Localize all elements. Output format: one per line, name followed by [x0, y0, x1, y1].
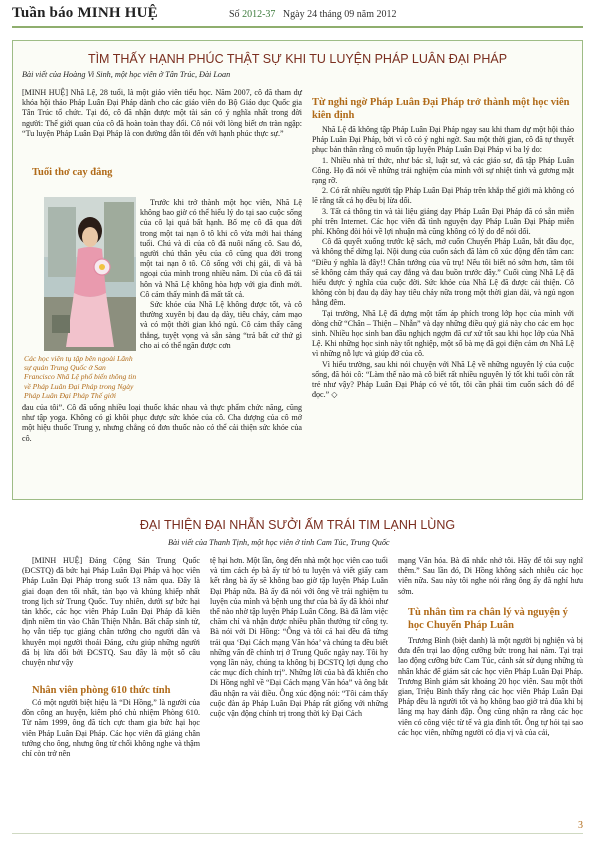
- paragraph-di-hong: Có một người biệt hiệu là “Di Hồng,” là người của đồn công an huyện, kiêm phó chủ nhiệm Phòng 610. Từ năm 1999, ông đã tích cực tham gia bức hại học viên Pháp Luân Đại Pháp. Các học viên đã giảng chân tướng cho ông, nhưng ông từ chối không nghe và thậm chí còn trở nên: [22, 698, 200, 759]
- paragraph-three-reasons: Nhã Lệ đã không tập Pháp Luân Đại Pháp ngay sau khi tham dự một hội thảo Pháp Luân Đại Pháp, bởi vì cô có ý nghi ngờ. Sau một thời gian, cô đã tự thuyết phục bản thân rằng cô muốn tập luyện Pháp Luân Đại Pháp vì ba lý do:: [312, 125, 574, 155]
- masthead-rule: [12, 26, 583, 28]
- reason-1: 1. Nhiều nhà trí thức, như bác sĩ, luật sư, và các giáo sư, đã tập Pháp Luân Công. Họ đã nói về những trải nghiệm của mình với sự nhiệt tình và gương mặt rạng rỡ.: [312, 155, 574, 186]
- article-2-column-1: [22, 556, 200, 668]
- paragraph-before-practice: Trước khi trở thành một học viên, Nhã Lệ không bao giờ có thể hiểu lý do tại sao cuộc sống của cô lại quá bất hạnh. Bố mẹ cô đã qua đời trong một tai nạn ô tô khi cô vừa mới hai tháng tuổi. Chú và dì của cô đã nuôi nấng cô. Sau đó, người chú thân yêu của cô cũng qua đời trong một tai nạn ô tô. Cô sống với chị gái, dì và bà ngoại của mình trong nhiều năm. Dì của cô đã tái hôn và Nhã Lệ không hòa hợp với gia đình mới. Cô cảm thấy mình đã mất tất cả.: [140, 198, 302, 299]
- article-2-intro: [MINH HUỆ] Đảng Cộng Sản Trung Quốc (ĐCSTQ) đã bức hại Pháp Luân Đại Pháp và học viên Pháp Luân Đại Pháp trong suốt 13 năm qua. Đây là giai đoạn đen tối nhất, tàn bạo và khủng khiếp nhất trong lịch sử Trung Quốc. Tuy nhiên, dưới sự bức hại tàn khốc, các học viên Pháp Luân Đại Pháp đã kiên định niềm tin vào Chân Thiện Nhẫn. Bất chấp sinh tử, họ vẫn tiếp tục giảng chân tướng cho người dân và khuyên mọi người thoái Đảng, cứu giúp những người đã bị lừa dối bởi ĐCSTQ. Sau đây là một số câu chuyện như vậy: [22, 556, 200, 668]
- photo-image: [44, 197, 136, 351]
- section-heading-doubt: Từ nghi ngờ Pháp Luân Đại Pháp trở thành một học viên kiên định: [312, 97, 570, 121]
- article-1-title: TÌM THẤY HẠNH PHÚC THẬT SỰ KHI TU LUYỆN PHÁP LUÂN ĐẠI PHÁP: [87, 52, 508, 66]
- masthead: [12, 4, 583, 26]
- article-2-column-2: [210, 556, 388, 719]
- reason-2: 2. Có rất nhiều người tập Pháp Luân Đại Pháp trên khắp thế giới mà không có lẽ rằng tất cả họ đều bị lừa dối.: [312, 186, 574, 206]
- paragraph-health-a: Sức khỏe của Nhã Lệ không được tốt, và cô thường xuyên bị đau dạ dày, tiêu chảy, cảm mạo và có một thời gian khó ngủ. Cô cảm thấy căng thẳng, tuyệt vọng và sẵn sàng “trả bất cứ thứ gì cho ai có thể ngăn được cơn: [140, 300, 302, 350]
- paragraph-reading: Cô đã quyết xuống trước kệ sách, mở cuốn Chuyển Pháp Luân, bắt đầu đọc, và không thể dừng lại. Nội dung của cuốn sách đã làm cô xúc động đến tâm can: “Điều ý nghĩa là đây!! Chân tướng của vũ trụ! Nếu tôi biết nó sớm hơn, tâm tôi sẽ không cảm thấy quá cay đắng và đau buồn trước đây.” Cuối cùng Nhã Lệ đã hiểu được ý nghĩa của cuộc đời. Sức khỏe của Nhã Lệ đã được cải thiện. Cô không còn bị đau dạ dày hay tiêu chảy nữa trong một thời gian dài, và ngủ ngon hằng đêm.: [312, 237, 574, 308]
- article-1-right-column: [312, 125, 574, 400]
- intro-paragraph: [MINH HUỆ] Nhã Lệ, 28 tuổi, là một giáo viên tiểu học. Năm 2007, cô đã tham dự khóa hội thảo Pháp Luân Đại Pháp dành cho các giáo viên do Bộ Giáo dục Quốc gia Tân Trúc tổ chức. Tại đó, cô đã nhận được một tài sản có ý nghĩa nhất trong đời người: Thế giới quan của cô đã hoàn toàn thay đổi. Cô nói với lòng biết ơn tràn ngập: “Tu luyện Pháp Luân Đại Pháp là con đường dẫn tôi đến với hạnh phúc thực sự.”: [22, 88, 302, 138]
- paragraph-school: Tại trường, Nhã Lệ đã dựng một tấm áp phích trong lớp học của mình với dòng chữ “Chân – Thiện – Nhẫn” và dạy những điều quý giá này cho các em học sinh. Nhiều học sinh ban đầu nghịch ngợm đã cư xử tốt sau khi học lớp của Nhã Lệ. Khi những học sinh này tốt nghiệp, một số bà mẹ đã gọi điện cảm ơn Nhã Lệ vì những nỗ lực và giúp đỡ của cô.: [312, 308, 574, 359]
- article-2-byline: Bài viết của Thanh Tịnh, một học viên ở tỉnh Cam Túc, Trung Quốc: [168, 538, 390, 547]
- article-1-beside-photo: [140, 198, 302, 351]
- article-2-column-1b: [22, 698, 200, 759]
- footer-rule: [12, 833, 583, 834]
- article-2-column-3: [398, 556, 583, 597]
- article-photo: [44, 197, 136, 351]
- section-heading-childhood: Tuổi thơ cay đắng: [32, 167, 113, 178]
- paragraph-elder-practitioner: tệ hại hơn. Một lần, ông đến nhà một học viên cao tuổi và tìm cách ép bà ấy từ bỏ tu luyện và viết giấy cam kết rằng bà ấy sẽ không bao giờ tập luyện Pháp Luân Đại Pháp nữa. Bà ấy đã nói với ông về trải nghiệm tu luyện của mình và bệnh ung thư của bà ấy đã khỏi như thế nào nhờ tập luyện Pháp Luân Công. Bà đã làm việc chăm chỉ và nhận được nhiều phần thưởng từ công ty. Bà nói với Di Hồng: “Ông và tôi cả hai đều đã từng trải qua ‘Đại Cách mạng Văn hóa’ và chúng ta đều biết những vấn đề chính trị ở Trung Quốc ngày nay. Tôi hy vọng lần này, chúng ta không bị ĐCSTQ lợi dụng cho các mục đích chính trị”. Những lời của bà đã khiến cho Di Hồng nghĩ về “Đại Cách mạng Văn hóa” và ông bắt đầu nhận ra vài điều. Ông xúc động nói: “Tôi cảm thấy cuộc đàn áp Pháp Luân Đại Pháp rất giống với những cuộc vận động chính trị trong thời kỳ Đại Cách: [210, 556, 388, 719]
- article-2-title: ĐẠI THIỆN ĐẠI NHẪN SƯỞI ẤM TRÁI TIM LẠNH LÙNG: [139, 518, 456, 532]
- photo-caption: Các học viên tụ tập bên ngoài Lãnh sự quán Trung Quốc ở San Francisco Nhã Lệ phổ biến thông tin về Pháp Luân Đại Pháp trong Ngày Pháp Luân Đại Pháp Thế giới: [24, 354, 137, 400]
- article-2-column-3b: [398, 636, 583, 738]
- article-1-byline: Bài viết của Hoàng Vi Sinh, một học viên ở Tân Trúc, Đài Loan: [22, 70, 231, 79]
- reason-3: 3. Tất cả thông tin và tài liệu giảng dạy Pháp Luân Đại Pháp đã có sẵn miễn phí trên Internet. Các học viên đã tình nguyện dạy Pháp Luân Đại Pháp miễn phí. Không đòi hỏi về lợi nhuận mà cũng không có lý do để nói dối.: [312, 206, 574, 237]
- publication-brand: Tuần báo MINH HUỆ: [12, 5, 158, 21]
- page-number: 3: [578, 820, 583, 831]
- issue-info: [229, 9, 397, 20]
- article-1-intro: [22, 88, 302, 139]
- paragraph-health-b: đau của tôi”. Cô đã uống nhiều loại thuốc khác nhau và thực phẩm chức năng, cũng như tập yoga. Không có gì khôi phục được sức khỏe của cô. Cha dượng của cô mở một hiệu thuốc Trung y, nhưng chẳng có đơn thuốc nào có thể cải thiện sức khỏe của cô.: [22, 403, 302, 443]
- issue-date: Ngày 24 tháng 09 năm 2012: [282, 9, 397, 20]
- article-1-left-bottom: [22, 403, 302, 444]
- paragraph-principal: Vì hiểu trường, sau khi nói chuyện với Nhã Lệ về những nguyên lý của cuộc sống, đã hỏi cô: “Làm thế nào mà cô biết rất nhiều nguyên lý tốt khi tuổi còn rất trẻ như vậy? Pháp Luân Đại Pháp có vẻ tốt, tôi cần phải tìm cuốn sách đó để đọc.” ◇: [312, 359, 574, 400]
- issue-number: 2012-37: [242, 9, 276, 20]
- issue-prefix: Số: [229, 9, 240, 20]
- paragraph-di-hong-end: mạng Văn hóa. Bà đã nhắc nhở tôi. Hãy để tôi suy nghĩ thêm.” Sau lần đó, Di Hồng không sách nhiễu các học viên nữa. Sau này tôi nghe nói rằng ông ấy đã nghỉ hưu sớm.: [398, 556, 583, 596]
- section-heading-prisoner: Tù nhân tìm ra chân lý và nguyện ý học Chuyển Pháp Luân: [408, 607, 568, 631]
- section-heading-610: Nhân viên phòng 610 thức tỉnh: [32, 685, 171, 696]
- paragraph-truong-binh: Trương Bình (biệt danh) là một người bị nghiện và bị đưa đến trại lao động cưỡng bức trong hai năm. Tại trại lao động cưỡng bức Cam Túc, cảnh sát sử dụng những tù nhân khác để giám sát các học viên Pháp Luân Đại Pháp. Trương Bình giám sát khoảng 20 học viên. Sau một thời gian, Triệu Bình thấy rằng các học viên Pháp Luân Đại Pháp đều là người tốt và họ không bao giờ trả đũa khi bị lăng mạ hay đánh đập. Ông cũng nhận ra rằng các học viên có công việc từ tế và gia đình tốt. Ông tự hỏi tại sao các học viên, những người có địa vị và của cải,: [398, 636, 583, 737]
